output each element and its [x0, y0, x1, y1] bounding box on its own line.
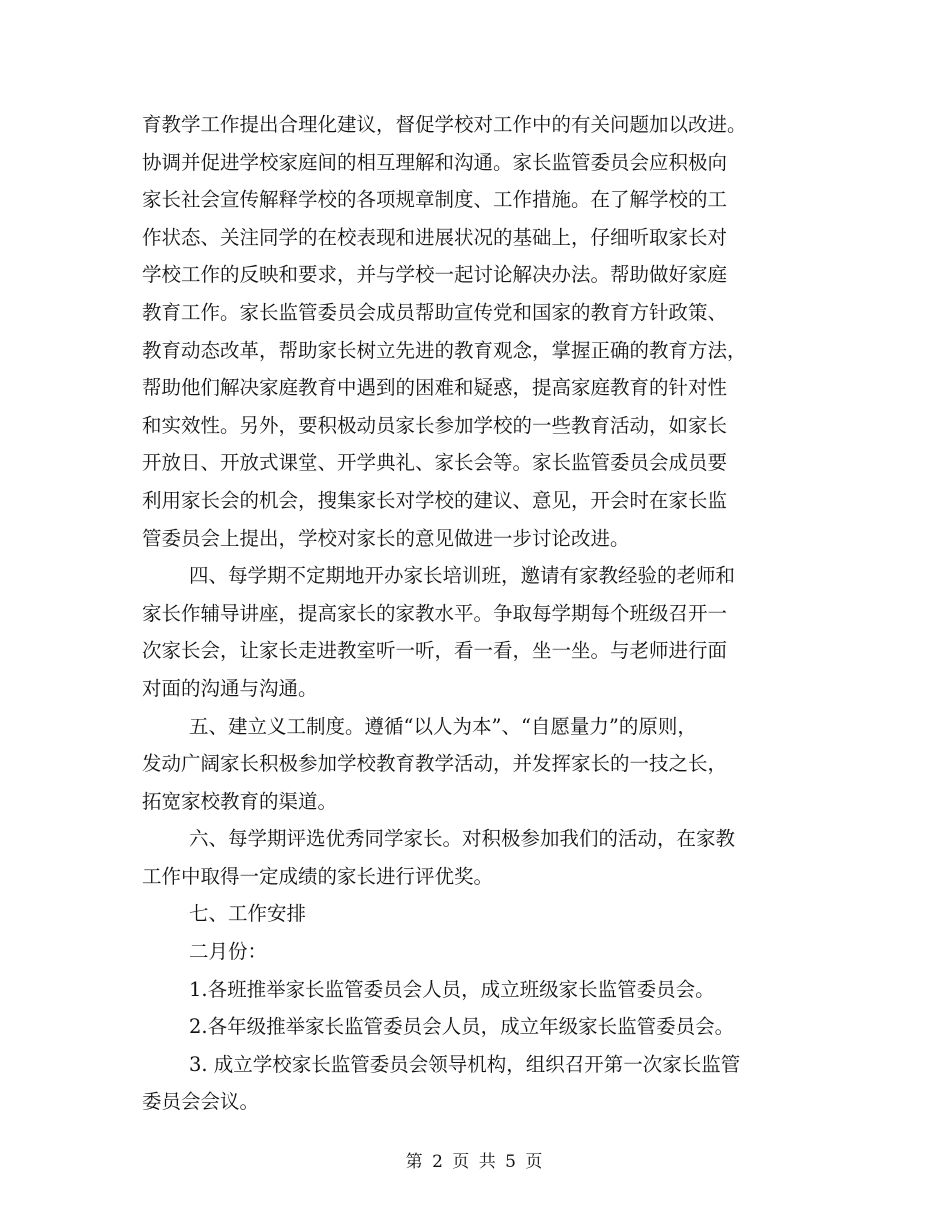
- text-line: 对面的沟通与沟通。: [142, 676, 318, 700]
- text-line: 工作中取得一定成绩的家长进行评优奖。: [142, 864, 494, 888]
- list-item: 3. 成立学校家长监管委员会领导机构，组织召开第一次家长监管: [189, 1052, 741, 1076]
- text-line: 教育动态改革，帮助家长树立先进的教育观念，掌握正确的教育方法，: [142, 338, 747, 362]
- text-line: 学校工作的反映和要求，并与学校一起讨论解决办法。帮助做好家庭: [142, 263, 728, 287]
- text-line: 和实效性。另外，要积极动员家长参加学校的一些教育活动，如家长: [142, 413, 728, 437]
- section-four-line: 四、每学期不定期地开办家长培训班，邀请有家教经验的老师和: [189, 564, 736, 588]
- text-line: 开放日、开放式课堂、开学典礼、家长会等。家长监管委员会成员要: [142, 451, 728, 475]
- document-body: [142, 106, 812, 1121]
- text-line: 家长作辅导讲座，提高家长的家教水平。争取每学期每个班级召开一: [142, 601, 728, 625]
- text-line: 利用家长会的机会，搜集家长对学校的建议、意见，开会时在家长监: [142, 488, 728, 512]
- text-line: 家长社会宣传解释学校的各项规章制度、工作措施。在了解学校的工: [142, 188, 728, 212]
- section-seven-heading: 七、工作安排: [189, 902, 307, 926]
- text-line: 次家长会，让家长走进教室听一听，看一看，坐一坐。与老师进行面: [142, 639, 728, 663]
- text-line: 作状态、关注同学的在校表现和进展状况的基础上，仔细听取家长对: [142, 225, 728, 249]
- text-line: 帮助他们解决家庭教育中遇到的困难和疑惑，提高家庭教育的针对性: [142, 376, 728, 400]
- section-six-line: 六、每学期评选优秀同学家长。对积极参加我们的活动，在家教: [189, 827, 736, 851]
- text-line: 管委员会上提出，学校对家长的意见做进一步讨论改进。: [142, 526, 630, 550]
- text-line: 育教学工作提出合理化建议，督促学校对工作中的有关问题加以改进。: [142, 113, 747, 136]
- section-five-line: 五、建立义工制度。遵循“以人为本”、“自愿量力”的原则，: [189, 714, 697, 738]
- page-number: 第 2 页 共 5 页: [405, 1152, 545, 1172]
- text-line: 发动广阔家长积极参加学校教育教学活动，并发挥家长的一技之长，: [142, 752, 728, 776]
- text-line: 委员会会议。: [142, 1090, 260, 1114]
- list-item: 1.各班推举家长监管委员会人员，成立班级家长监管委员会。: [189, 977, 715, 1001]
- text-line: 协调并促进学校家庭间的相互理解和沟通。家长监管委员会应积极向: [142, 150, 728, 174]
- month-heading: 二月份：: [189, 940, 268, 964]
- list-item: 2.各年级推举家长监管委员会人员，成立年级家长监管委员会。: [189, 1015, 735, 1039]
- text-line: 教育工作。家长监管委员会成员帮助宣传党和国家的教育方针政策、: [142, 300, 728, 324]
- text-line: 拓宽家校教育的渠道。: [142, 789, 338, 813]
